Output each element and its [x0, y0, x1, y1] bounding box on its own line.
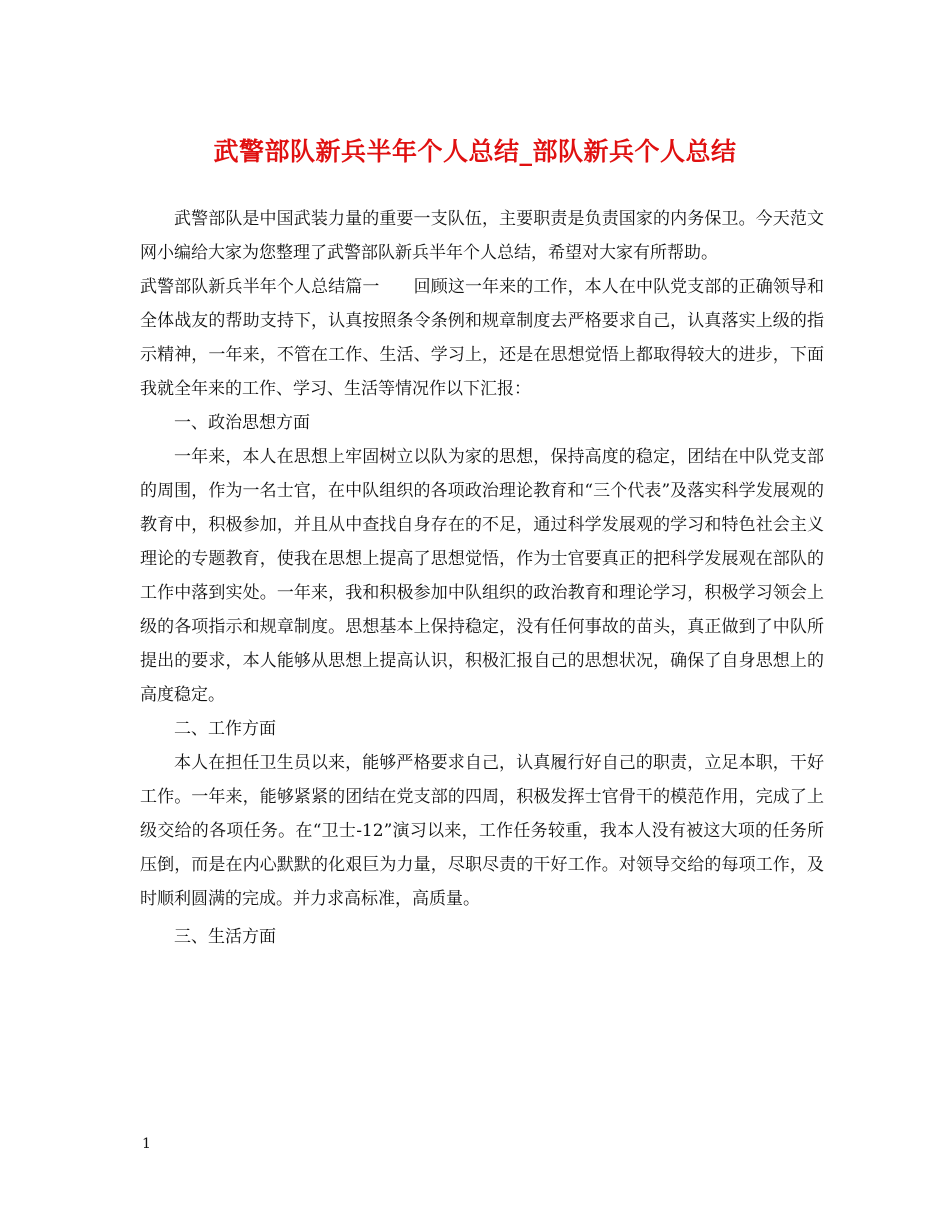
part1-opening-paragraph: 武警部队新兵半年个人总结篇一 回顾这一年来的工作，本人在中队党支部的正确领导和全体战友的帮助支持下，认真按照条令条例和规章制度去严格要求自己，认真落实上级的指示精神，一年来，不管在工作、生活、学习上，还是在思想觉悟上都取得较大的进步，下面我就全年来的工作、学习、生活等情况作以下汇报： [140, 277, 824, 399]
document-body [140, 202, 824, 954]
section1-paragraph: 一年来，本人在思想上牢固树立以队为家的思想，保持高度的稳定，团结在中队党支部的周围，作为一名士官，在中队组织的各项政治理论教育和“三个代表”及落实科学发展观的教育中，积极参加，并且从中查找自身存在的不足，通过科学发展观的学习和特色社会主义理论的专题教育，使我在思想上提高了思想觉悟，作为士官要真正的把科学发展观在部队的工作中落到实处。一年来，我和积极参加中队组织的政治教育和理论学习，积极学习领会上级的各项指示和规章制度。思想基本上保持稳定，没有任何事故的苗头，真正做到了中队所提出的要求，本人能够从思想上提高认识，积极汇报自己的思想状况，确保了自身思想上的高度稳定。 [140, 447, 824, 705]
section2-heading: 二、工作方面 [174, 719, 276, 739]
document-title: 武警部队新兵半年个人总结_部队新兵个人总结 [213, 137, 737, 166]
intro-paragraph: 武警部队是中国武装力量的重要一支队伍，主要职责是负责国家的内务保卫。今天范文网小编给大家为您整理了武警部队新兵半年个人总结，希望对大家有所帮助。 [140, 209, 824, 263]
section3-heading: 三、生活方面 [174, 927, 276, 947]
section2-paragraph: 本人在担任卫生员以来，能够严格要求自己，认真履行好自己的职责，立足本职，干好工作。一年来，能够紧紧的团结在党支部的四周，积极发挥士官骨干的模范作用，完成了上级交给的各项任务。在“卫士-12”演习以来，工作任务较重，我本人没有被这大项的任务所压倒，而是在内心默默的化艰巨为力量，尽职尽责的干好工作。对领导交给的每项工作，及时顺利圆满的完成。并力求高标准，高质量。 [140, 753, 824, 909]
section1-heading: 一、政治思想方面 [174, 413, 310, 433]
page-number: 1 [142, 1136, 151, 1152]
